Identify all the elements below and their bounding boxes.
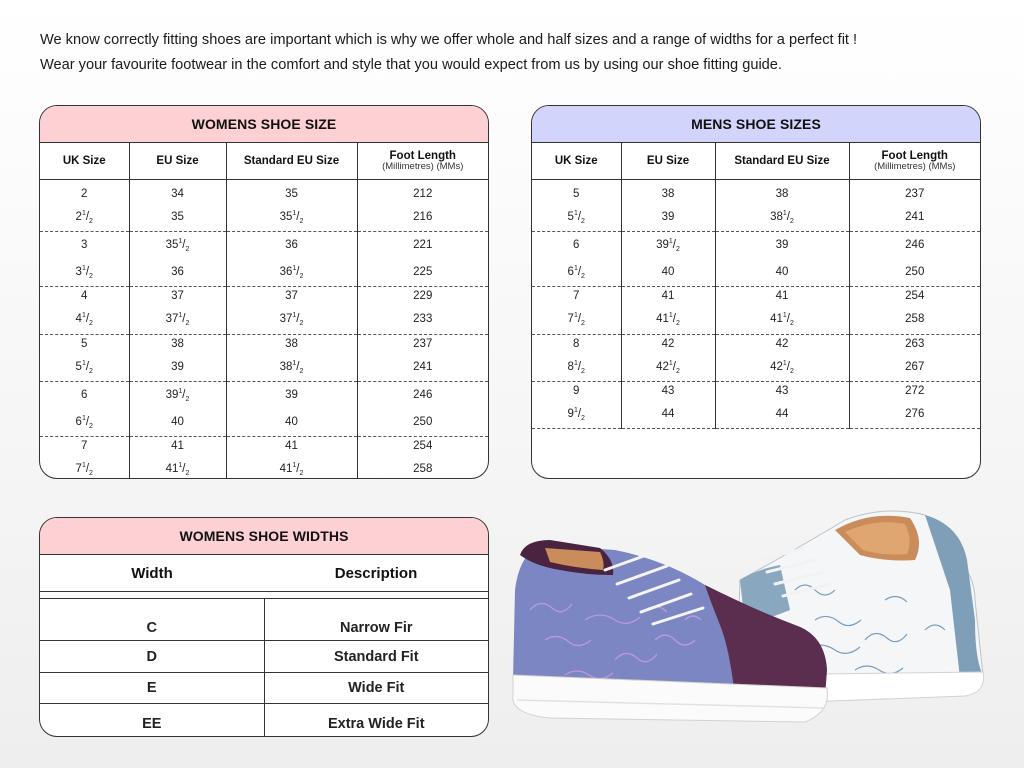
standard-eu-size-cell: 38	[226, 334, 357, 354]
standard-eu-size-cell: 39	[715, 232, 849, 260]
table-row	[532, 204, 980, 232]
table-row	[532, 185, 980, 204]
width-description-cell: Extra Wide Fit	[264, 704, 488, 738]
mens-size-card	[531, 105, 981, 479]
standard-eu-size-cell: $42^1/_2$	[715, 354, 849, 382]
table-row	[40, 204, 488, 232]
standard-eu-size-cell: $41^1/_2$	[226, 456, 357, 479]
mens-size-body	[532, 180, 980, 429]
eu-size-cell: $41^1/_2$	[129, 456, 226, 479]
standard-eu-size-cell: $38^1/_2$	[226, 354, 357, 382]
eu-size-cell: 37	[129, 287, 226, 307]
foot-length-cell: 254	[357, 436, 488, 456]
womens-widths-body	[40, 592, 488, 738]
foot-length-cell: 241	[849, 204, 980, 232]
standard-eu-size-cell: $36^1/_2$	[226, 259, 357, 287]
mens-size-title: MENS SHOE SIZES	[532, 106, 980, 143]
mens-size-header-row	[532, 143, 980, 180]
foot-length-cell: 250	[849, 259, 980, 287]
eu-size-cell: 41	[129, 436, 226, 456]
width-code-cell: D	[40, 641, 264, 673]
foot-length-cell: 267	[849, 354, 980, 382]
foot-length-cell: 221	[357, 232, 488, 260]
uk-size-cell: $2^1/_2$	[40, 204, 129, 232]
foot-length-cell: 233	[357, 306, 488, 334]
table-row	[532, 354, 980, 382]
header-eu-size: EU Size	[129, 143, 226, 180]
eu-size-cell: 35	[129, 204, 226, 232]
uk-size-cell: $4^1/_2$	[40, 306, 129, 334]
uk-size-cell: $9^1/_2$	[532, 401, 621, 429]
uk-size-cell: $5^1/_2$	[532, 204, 621, 232]
foot-length-cell: 246	[849, 232, 980, 260]
header-description: Description	[264, 555, 488, 592]
table-row	[532, 287, 980, 307]
foot-length-cell: 212	[357, 185, 488, 204]
womens-widths-table	[40, 555, 488, 737]
standard-eu-size-cell: 44	[715, 401, 849, 429]
womens-size-title: WOMENS SHOE SIZE	[40, 106, 488, 143]
foot-length-cell: 263	[849, 334, 980, 354]
header-foot-length	[849, 143, 980, 180]
width-description-cell: Wide Fit	[264, 673, 488, 704]
foot-length-cell: 258	[357, 456, 488, 479]
standard-eu-size-cell: 40	[226, 409, 357, 437]
uk-size-cell: 4	[81, 290, 88, 303]
eu-size-cell: 34	[129, 185, 226, 204]
standard-eu-size-cell: 39	[226, 381, 357, 409]
table-row	[40, 409, 488, 437]
width-code-cell: E	[40, 673, 264, 704]
table-row	[40, 259, 488, 287]
widths-row	[40, 704, 488, 738]
eu-size-cell: 40	[129, 409, 226, 437]
spacer-cell	[40, 592, 264, 599]
standard-eu-size-cell: 42	[715, 334, 849, 354]
foot-length-cell: 258	[849, 306, 980, 334]
intro-line-2: Wear your favourite footwear in the comfort and style that you would expect from us by using our shoe fitting guide.	[40, 57, 782, 73]
eu-size-cell: 36	[129, 259, 226, 287]
table-row	[532, 259, 980, 287]
uk-size-cell: 7	[573, 290, 580, 303]
table-row	[40, 381, 488, 409]
width-code-cell: C	[40, 599, 264, 641]
womens-widths-title: WOMENS SHOE WIDTHS	[40, 518, 488, 555]
eu-size-cell: 38	[621, 185, 715, 204]
standard-eu-size-cell: 37	[226, 287, 357, 307]
foot-length-cell: 237	[849, 185, 980, 204]
header-standard-eu-size: Standard EU Size	[715, 143, 849, 180]
uk-size-cell: $8^1/_2$	[532, 354, 621, 382]
foot-length-cell: 229	[357, 287, 488, 307]
table-row	[532, 232, 980, 260]
womens-widths-card	[39, 517, 489, 737]
shoes-product-image	[505, 500, 1005, 740]
uk-size-cell: $6^1/_2$	[532, 259, 621, 287]
width-code-cell: EE	[40, 704, 264, 738]
table-row	[40, 232, 488, 260]
widths-row	[40, 599, 488, 641]
spacer-cell	[264, 592, 488, 599]
standard-eu-size-cell: $37^1/_2$	[226, 306, 357, 334]
uk-size-cell: 8	[573, 337, 580, 350]
table-row	[40, 456, 488, 479]
standard-eu-size-cell: 43	[715, 381, 849, 401]
eu-size-cell: 39	[129, 354, 226, 382]
table-row	[40, 354, 488, 382]
eu-size-cell: $37^1/_2$	[129, 306, 226, 334]
standard-eu-size-cell: $38^1/_2$	[715, 204, 849, 232]
uk-size-cell: 3	[81, 239, 88, 252]
eu-size-cell: 41	[621, 287, 715, 307]
standard-eu-size-cell: 40	[715, 259, 849, 287]
eu-size-cell: 40	[621, 259, 715, 287]
uk-size-cell: 5	[573, 188, 580, 200]
widths-row	[40, 673, 488, 704]
table-row	[532, 381, 980, 401]
foot-length-unit: (Millimetres) (MMs)	[382, 160, 464, 172]
standard-eu-size-cell: 36	[226, 232, 357, 260]
header-uk-size: UK Size	[532, 143, 621, 180]
standard-eu-size-cell: $41^1/_2$	[715, 306, 849, 334]
uk-size-cell: 2	[81, 188, 88, 200]
uk-size-cell: $7^1/_2$	[40, 456, 129, 479]
eu-size-cell: $35^1/_2$	[129, 232, 226, 260]
foot-length-cell: 276	[849, 401, 980, 429]
header-eu-size: EU Size	[621, 143, 715, 180]
table-row	[40, 334, 488, 354]
foot-length-cell: 250	[357, 409, 488, 437]
foot-length-cell: 254	[849, 287, 980, 307]
mens-size-table	[532, 143, 980, 429]
standard-eu-size-cell: 35	[226, 185, 357, 204]
eu-size-cell: 43	[621, 381, 715, 401]
eu-size-cell: 39	[621, 204, 715, 232]
uk-size-cell: 6	[573, 239, 580, 252]
eu-size-cell: $39^1/_2$	[621, 232, 715, 260]
uk-size-cell: $3^1/_2$	[40, 259, 129, 287]
foot-length-unit: (Millimetres) (MMs)	[874, 160, 956, 172]
eu-size-cell: 44	[621, 401, 715, 429]
header-standard-eu-size: Standard EU Size	[226, 143, 357, 180]
standard-eu-size-cell: $35^1/_2$	[226, 204, 357, 232]
uk-size-cell: 6	[81, 388, 88, 401]
width-description-cell: Narrow Fir	[264, 599, 488, 641]
eu-size-cell: $42^1/_2$	[621, 354, 715, 382]
foot-length-cell: 272	[849, 381, 980, 401]
header-width: Width	[40, 555, 264, 592]
uk-size-cell: $7^1/_2$	[532, 306, 621, 334]
womens-size-card	[39, 105, 489, 479]
foot-length-cell: 246	[357, 381, 488, 409]
foot-length-label: Foot Length	[389, 149, 456, 162]
standard-eu-size-cell: 38	[715, 185, 849, 204]
eu-size-cell: $39^1/_2$	[129, 381, 226, 409]
womens-size-header-row	[40, 143, 488, 180]
foot-length-cell: 216	[357, 204, 488, 232]
uk-size-cell: 5	[81, 337, 88, 350]
width-description-cell: Standard Fit	[264, 641, 488, 673]
foot-length-cell: 237	[357, 334, 488, 354]
table-row	[40, 306, 488, 334]
eu-size-cell: 42	[621, 334, 715, 354]
table-row	[40, 185, 488, 204]
intro-text	[40, 28, 857, 78]
uk-size-cell: $5^1/_2$	[40, 354, 129, 382]
standard-eu-size-cell: 41	[226, 436, 357, 456]
eu-size-cell: $41^1/_2$	[621, 306, 715, 334]
uk-size-cell: $6^1/_2$	[40, 409, 129, 437]
table-row	[532, 401, 980, 429]
standard-eu-size-cell: 41	[715, 287, 849, 307]
widths-header-row	[40, 555, 488, 592]
header-uk-size: UK Size	[40, 143, 129, 180]
foot-length-cell: 225	[357, 259, 488, 287]
womens-size-body	[40, 180, 488, 480]
foot-length-cell: 241	[357, 354, 488, 382]
table-row	[40, 287, 488, 307]
widths-spacer-row	[40, 592, 488, 599]
foot-length-label: Foot Length	[881, 149, 948, 162]
uk-size-cell: 9	[573, 384, 580, 397]
eu-size-cell: 38	[129, 334, 226, 354]
table-row	[40, 436, 488, 456]
header-foot-length	[357, 143, 488, 180]
widths-row	[40, 641, 488, 673]
intro-line-1: We know correctly fitting shoes are important which is why we offer whole and half sizes and a range of widths for a perfect fit !	[40, 32, 858, 48]
uk-size-cell: 7	[81, 439, 88, 452]
table-row	[532, 306, 980, 334]
womens-size-table	[40, 143, 488, 479]
table-row	[532, 334, 980, 354]
